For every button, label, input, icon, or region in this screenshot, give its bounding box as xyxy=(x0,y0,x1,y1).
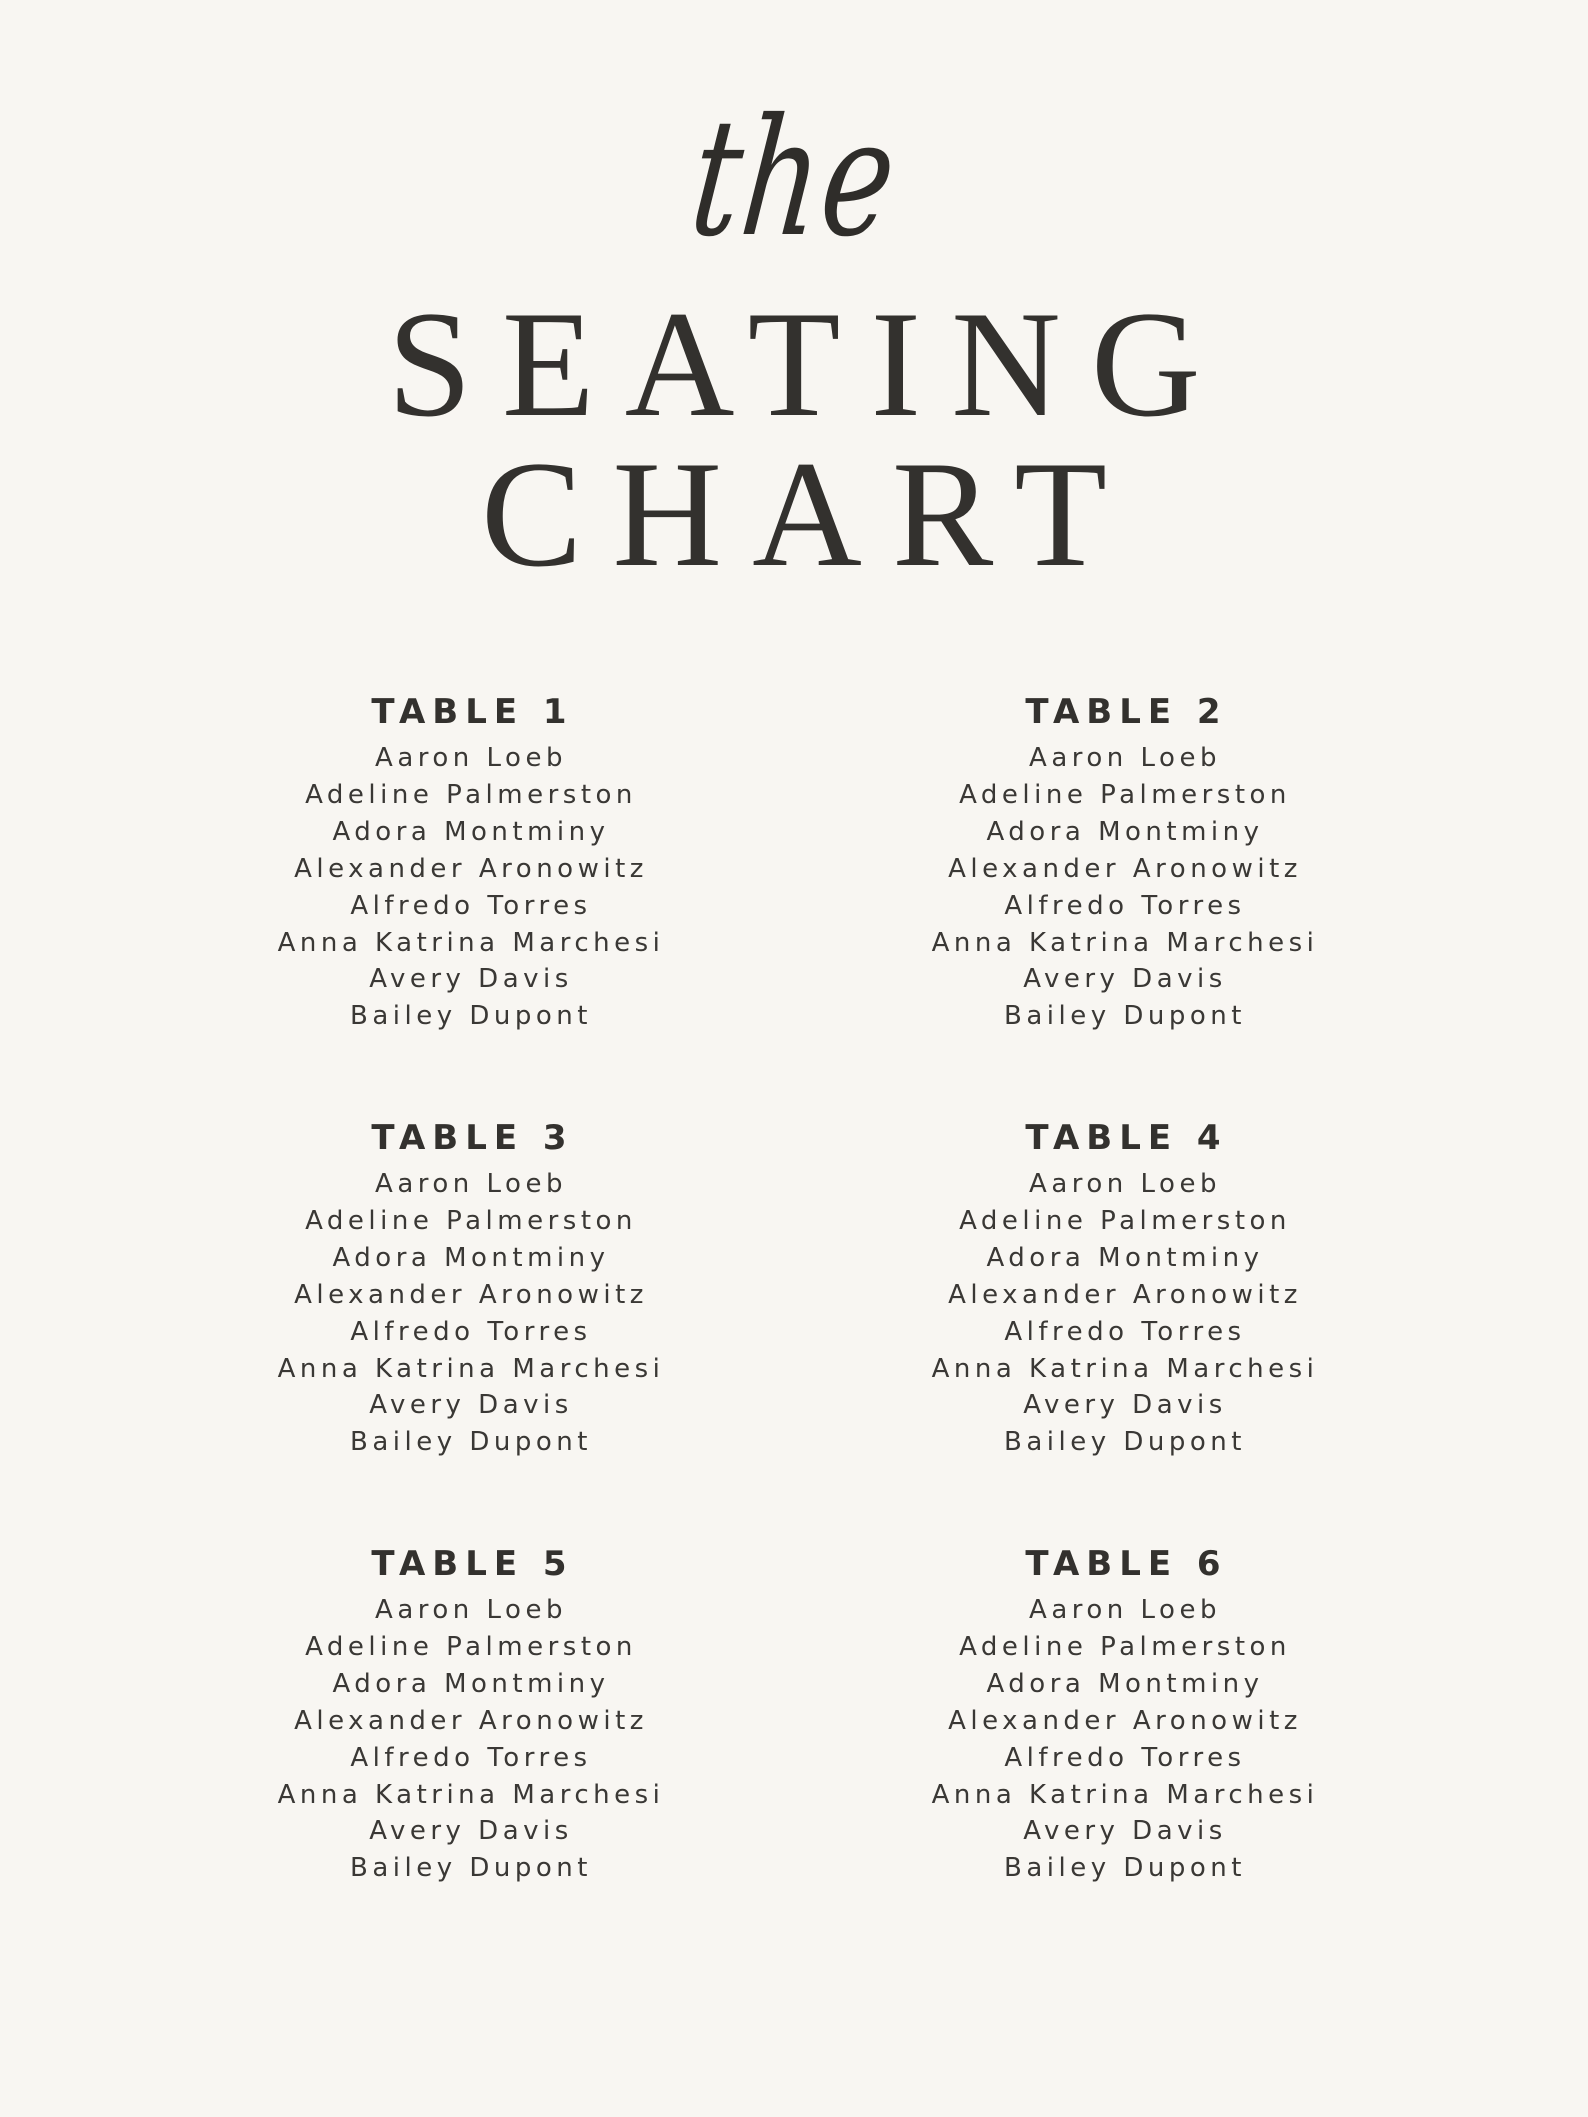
guest-name: Anna Katrina Marchesi xyxy=(277,1779,665,1810)
guest-name: Avery Davis xyxy=(369,1816,573,1847)
guest-name: Alfredo Torres xyxy=(350,890,592,921)
guest-name: Alexander Aronowitz xyxy=(948,1705,1302,1736)
guest-name: Alfredo Torres xyxy=(350,1742,592,1773)
guest-name: Adeline Palmerston xyxy=(959,1631,1291,1662)
table-block-3 xyxy=(189,1114,749,1461)
guest-name: Alfredo Torres xyxy=(1004,890,1246,921)
guest-name: Anna Katrina Marchesi xyxy=(277,927,665,958)
guest-name: Alexander Aronowitz xyxy=(294,853,648,884)
guest-name: Adeline Palmerston xyxy=(305,779,637,810)
guest-name: Avery Davis xyxy=(1023,964,1227,995)
guest-name: Anna Katrina Marchesi xyxy=(277,1353,665,1384)
guest-name: Avery Davis xyxy=(1023,1390,1227,1421)
guest-name: Adora Montminy xyxy=(332,1668,610,1699)
guest-name: Avery Davis xyxy=(369,964,573,995)
guest-name: Adeline Palmerston xyxy=(305,1631,637,1662)
table-block-2 xyxy=(843,688,1403,1035)
title-line-seating: SEATING xyxy=(387,280,1231,448)
guest-name: Adora Montminy xyxy=(986,816,1264,847)
guest-name: Aaron Loeb xyxy=(1029,1169,1221,1199)
guest-name: Aaron Loeb xyxy=(375,1169,567,1199)
guest-name: Bailey Dupont xyxy=(350,1427,592,1458)
guest-name: Alexander Aronowitz xyxy=(294,1705,648,1736)
guest-name: Aaron Loeb xyxy=(1029,1595,1221,1625)
table-heading: TABLE 6 xyxy=(1025,1544,1228,1584)
guest-name: Aaron Loeb xyxy=(1029,743,1221,773)
guest-name: Bailey Dupont xyxy=(1004,1427,1246,1458)
guest-name: Bailey Dupont xyxy=(350,1001,592,1032)
guest-name: Alexander Aronowitz xyxy=(294,1279,648,1310)
guest-name: Adora Montminy xyxy=(986,1242,1264,1273)
guest-name: Avery Davis xyxy=(369,1390,573,1421)
guest-name: Avery Davis xyxy=(1023,1816,1227,1847)
guest-name: Bailey Dupont xyxy=(350,1853,592,1884)
table-heading: TABLE 2 xyxy=(1025,692,1228,732)
table-block-6 xyxy=(843,1540,1403,1887)
guest-name: Anna Katrina Marchesi xyxy=(931,1779,1319,1810)
table-block-4 xyxy=(843,1114,1403,1461)
table-heading: TABLE 3 xyxy=(371,1118,574,1158)
script-word-text: the xyxy=(683,85,906,274)
table-block-5 xyxy=(189,1540,749,1887)
guest-name: Alfredo Torres xyxy=(1004,1316,1246,1347)
guest-name: Alexander Aronowitz xyxy=(948,853,1302,884)
table-heading: TABLE 1 xyxy=(371,692,574,732)
guest-name: Alfredo Torres xyxy=(350,1316,592,1347)
guest-name: Adora Montminy xyxy=(986,1668,1264,1699)
guest-name: Alexander Aronowitz xyxy=(948,1279,1302,1310)
script-word-the xyxy=(0,85,1588,274)
table-block-1 xyxy=(189,688,749,1035)
guest-name: Adora Montminy xyxy=(332,816,610,847)
guest-name: Adeline Palmerston xyxy=(305,1205,637,1236)
guest-name: Aaron Loeb xyxy=(375,743,567,773)
table-heading: TABLE 4 xyxy=(1025,1118,1228,1158)
guest-name: Adeline Palmerston xyxy=(959,1205,1291,1236)
guest-name: Bailey Dupont xyxy=(1004,1853,1246,1884)
guest-name: Aaron Loeb xyxy=(375,1595,567,1625)
guest-name: Anna Katrina Marchesi xyxy=(931,927,1319,958)
title-line-chart: CHART xyxy=(480,430,1138,598)
guest-name: Alfredo Torres xyxy=(1004,1742,1246,1773)
table-heading: TABLE 5 xyxy=(371,1544,574,1584)
guest-name: Adora Montminy xyxy=(332,1242,610,1273)
guest-name: Bailey Dupont xyxy=(1004,1001,1246,1032)
guest-name: Anna Katrina Marchesi xyxy=(931,1353,1319,1384)
guest-name: Adeline Palmerston xyxy=(959,779,1291,810)
